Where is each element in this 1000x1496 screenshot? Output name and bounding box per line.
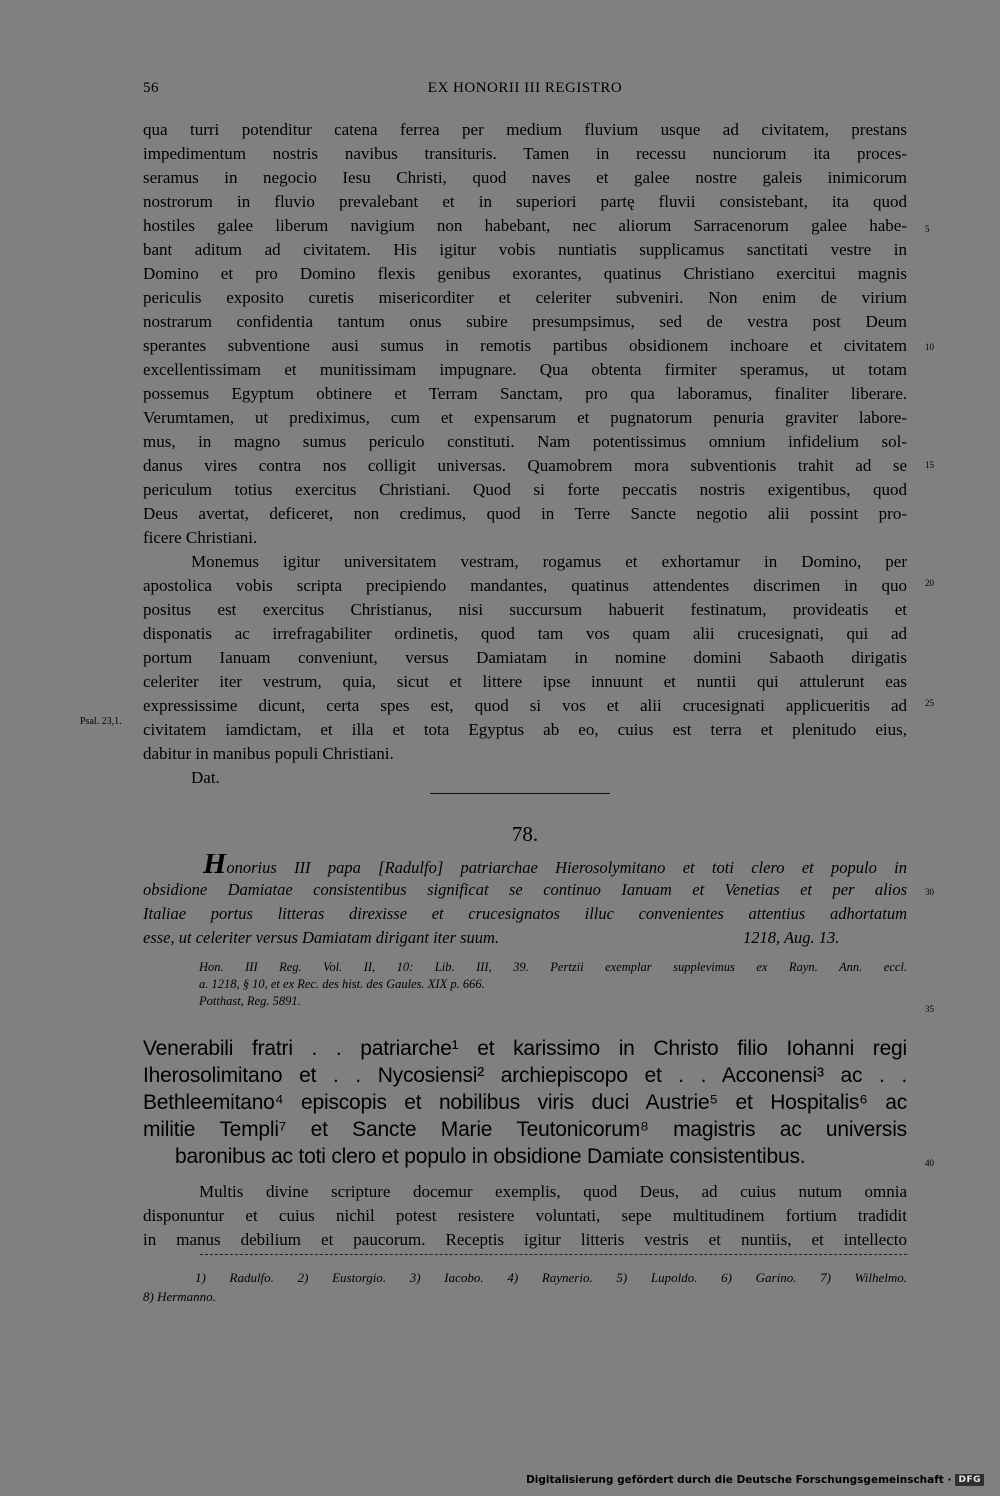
body-line: Multis divine scripture docemur exemplis, quod Deus, ad cuius nutum omnia — [199, 1182, 907, 1201]
body-line: dabitur in manibus populi Christiani. — [143, 744, 394, 763]
line-number: 20 — [925, 578, 934, 588]
body-line: excellentissimam et munitissimam impugnare. Qua obtenta firmiter speramus, ut totam — [143, 360, 907, 379]
footnote-line: 8) Hermanno. — [143, 1289, 216, 1304]
body-line: disponatis ac irrefragabiliter ordinetis, quod tam vos quam alii crucesignati, qui ad — [143, 624, 907, 643]
line-number: 10 — [925, 342, 934, 352]
source-line: a. 1218, § 10, et ex Rec. des hist. des Gaules. XIX p. 666. — [199, 977, 485, 991]
body-line: nostrarum confidentia tantum onus subire presumpsimus, sed de vestra post Deum — [143, 312, 907, 331]
body-line: positus est exercitus Christianus, nisi succursum habuerit festinatum, provideatis et — [143, 600, 907, 619]
body-line: hostiles galee liberum navigium non habebant, nec aliorum Sarracenorum galee habe- — [143, 216, 907, 235]
body-line: Deus avertat, deficeret, non credimus, quod in Terre Sancte negotio alii possint pro- — [143, 504, 907, 523]
line-number: 35 — [925, 1004, 934, 1014]
page-header — [143, 80, 907, 102]
credit-text: Digitalisierung gefördert durch die Deutsche Forschungsgemeinschaft · — [526, 1474, 952, 1486]
footnote-line: 1) Radulfo. 2) Eustorgio. 3) Iacobo. 4) Raynerio. 5) Lupoldo. 6) Garino. 7) Wilhelmo. — [195, 1270, 907, 1285]
document-number: 78. — [511, 822, 539, 846]
body-line: ficere Christiani. — [143, 528, 258, 547]
body-line: seramus in negocio Iesu Christi, quod naves et galee nostre galeis inimicorum — [143, 168, 907, 187]
line-number: 25 — [925, 698, 934, 708]
body-line: impedimentum nostris navibus transituris. Tamen in recessu nunciorum ita proces- — [143, 144, 907, 163]
body-line: celeriter iter vestrum, quia, sicut et littere ipse innuunt et nuntii qui attulerunt eas — [143, 672, 907, 691]
initial-letter: H — [203, 854, 227, 877]
running-title: EX HONORII III REGISTRO — [427, 80, 623, 96]
body-line: Verumtamen, ut prediximus, cum et expensarum et pugnatorum penuria graviter labore- — [143, 408, 907, 427]
document-date: 1218, Aug. 13. — [743, 928, 840, 947]
section-divider — [430, 793, 610, 794]
line-number: 15 — [925, 460, 934, 470]
dfg-logo-icon: DFG — [955, 1474, 984, 1486]
page-number: 56 — [143, 80, 159, 96]
source-line: Hon. III Reg. Vol. II, 10: Lib. III, 39. Pertzii exemplar supplevimus ex Rayn. Ann. eccl. — [199, 960, 907, 974]
summary-line: Italiae portus litteras direxisse et crucesignatos illuc convenientes attentius adhortatum — [143, 904, 907, 923]
body-line: danus vires contra nos colligit universas. Quamobrem mora subventionis trahit ad se — [143, 456, 907, 475]
body-line: disponuntur et cuius nichil potest resistere voluntati, sepe multitudinem fortium tradidit — [143, 1206, 907, 1225]
line-number: 40 — [925, 1158, 934, 1168]
summary-line: esse, ut celeriter versus Damiatam dirigant iter suum. — [143, 928, 500, 947]
body-line: nostrorum in fluvio prevalebant et in superiori partę fluvii consistebant, ita quod — [143, 192, 907, 211]
summary-text: onorius III papa [Radulfo] patriarchae Hierosolymitano et toti clero et populo in — [226, 858, 907, 877]
margin-reference: Psal. 23,1. — [80, 716, 122, 727]
body-line: Domino et pro Domino flexis genibus exorantes, quatinus Christiano exercitui magnis — [143, 264, 907, 283]
body-line: periculis exposito curetis misericorditer et celeriter subveniri. Non enim de virium — [143, 288, 907, 307]
footnote-divider — [200, 1254, 907, 1255]
body-line: Dat. — [191, 768, 220, 787]
body-line: bant aditum ad civitatem. His igitur vobis nuntiatis supplicamus sanctitati vestre in — [143, 240, 907, 259]
body-line: portum Ianuam conveniunt, versus Damiatam in nomine domini Sabaoth dirigatis — [143, 648, 907, 667]
body-line: apostolica vobis scripta precipiendo mandantes, quatinus attendentes discrimen in quo — [143, 576, 907, 595]
line-number: 5 — [925, 224, 930, 234]
body-line: expressissime dicunt, certa spes est, quod si vos et alii crucesignati applicueritis ad — [143, 696, 907, 715]
address-line: Bethleemitano⁴ episcopis et nobilibus viris duci Austrie⁵ et Hospitalis⁶ ac — [143, 1091, 907, 1114]
body-line: in manus debilium et paucorum. Receptis igitur litteris vestris et nuntiis, et intellecto — [143, 1230, 907, 1249]
address-line: Venerabili fratri . . patriarche¹ et karissimo in Christo filio Iohanni regi — [143, 1037, 907, 1060]
body-line: mus, in magno sumus periculo constituti. Nam potentissimus omnium infidelium sol- — [143, 432, 907, 451]
source-line: Potthast, Reg. 5891. — [199, 994, 301, 1008]
body-line: sperantes subventione ausi sumus in remotis partibus obsidionem inchoare et civitatem — [143, 336, 907, 355]
summary-line: obsidione Damiatae consistentibus significat se continuo Ianuam et Venetias et per alios — [143, 880, 907, 899]
body-line: possemus Egyptum obtinere et Terram Sanctam, pro qua laboramus, finaliter liberare. — [143, 384, 907, 403]
body-line: qua turri potenditur catena ferrea per medium fluvium usque ad civitatem, prestans — [143, 120, 907, 139]
body-line: Monemus igitur universitatem vestram, rogamus et exhortamur in Domino, per — [191, 552, 907, 571]
summary-line — [203, 854, 907, 877]
address-line: militie Templi⁷ et Sancte Marie Teutonicorum⁸ magistris ac universis — [143, 1118, 907, 1141]
body-line: civitatem iamdictam, et illa et tota Egyptus ab eo, cuius est terra et plenitudo eius, — [143, 720, 907, 739]
digitization-credit — [526, 1474, 984, 1486]
line-number: 30 — [925, 887, 934, 897]
address-line: baronibus ac toti clero et populo in obsidione Damiate consistentibus. — [175, 1145, 806, 1168]
address-line: Iherosolimitano et . . Nycosiensi² archiepiscopo et . . Acconensi³ ac . . — [143, 1064, 907, 1087]
body-line: periculum totius exercitus Christiani. Quod si forte peccatis nostris exigentibus, quod — [143, 480, 907, 499]
